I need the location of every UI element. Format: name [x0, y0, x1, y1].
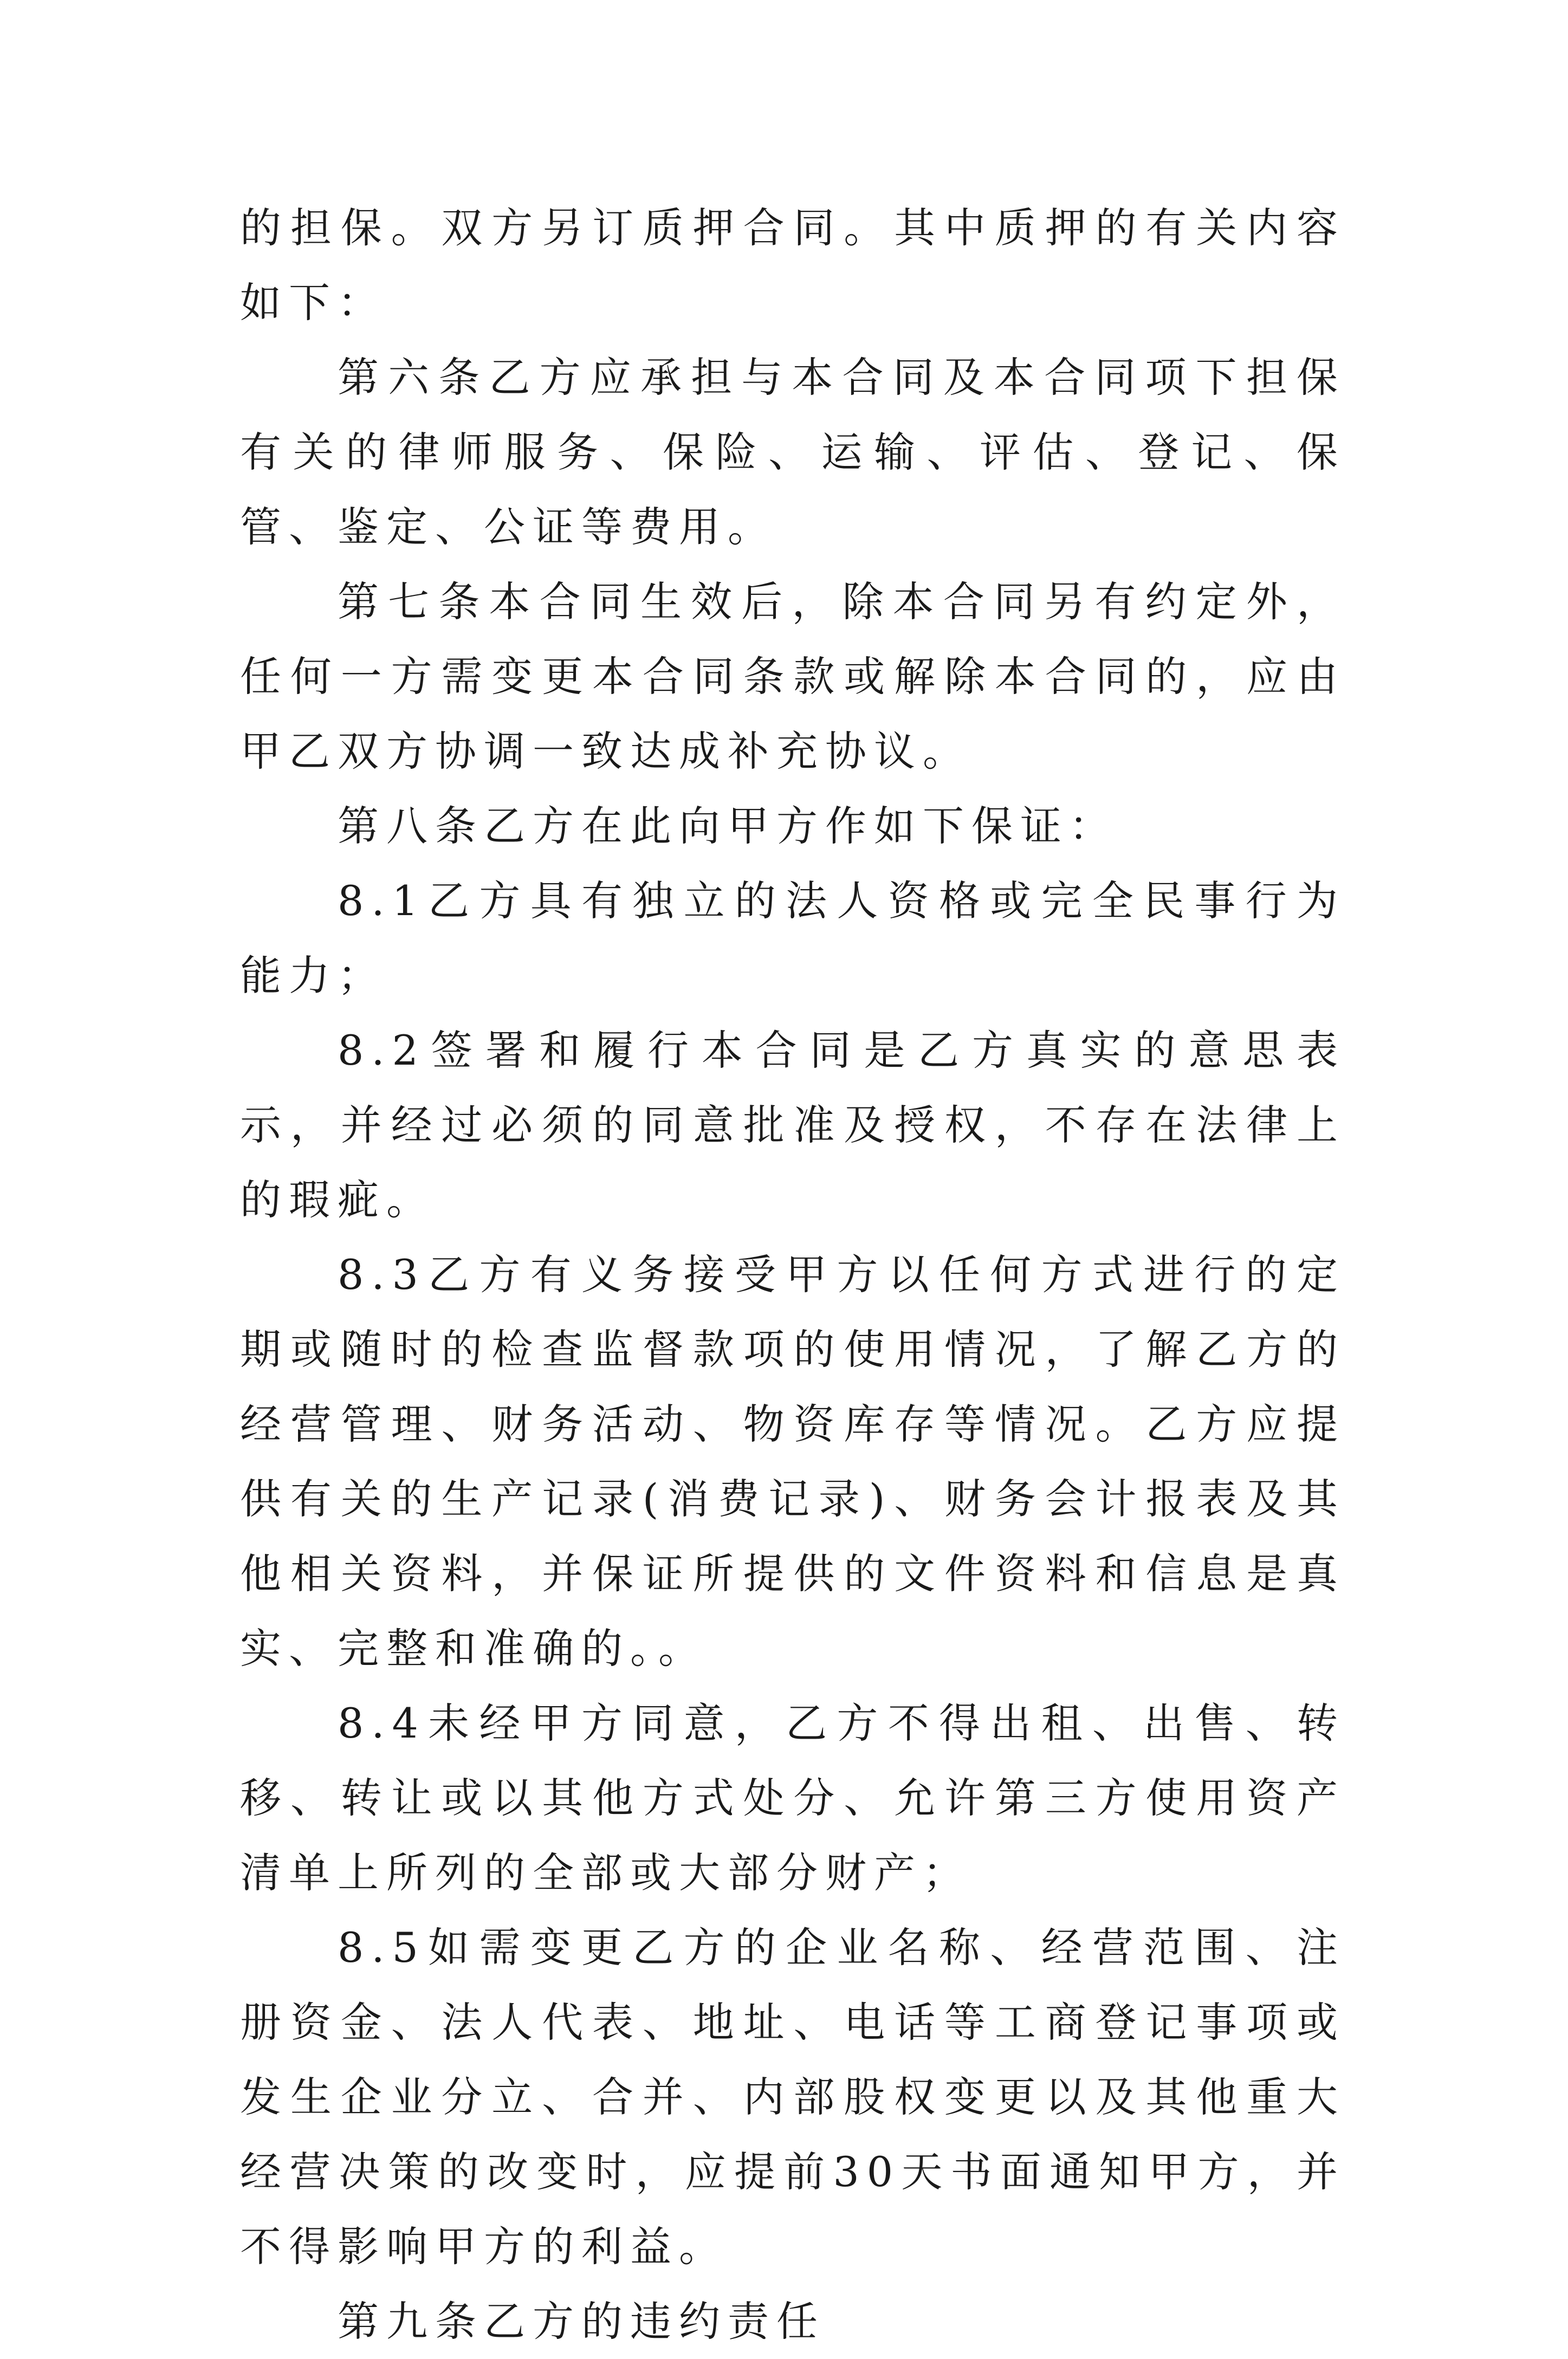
paragraph-article-6: 第六条乙方应承担与本合同及本合同项下担保有关的律师服务、保险、运输、评估、登记、保管、鉴定、公证等费用。: [240, 353, 1345, 551]
paragraph-article-7: 第七条本合同生效后，除本合同另有约定外，任何一方需变更本合同条款或解除本合同的，应由甲乙双方协调一致达成补充协议。: [240, 578, 1345, 775]
paragraph-clause-8-1: 8.1乙方具有独立的法人资格或完全民事行为能力；: [240, 877, 1345, 1000]
paragraph-clause-8-4: 8.4未经甲方同意，乙方不得出租、出售、转移、转让或以其他方式处分、允许第三方使用资产清单上所列的全部或大部分财产；: [240, 1699, 1345, 1897]
paragraph-clause-8-2: 8.2签署和履行本合同是乙方真实的意思表示，并经过必须的同意批准及授权，不存在法律上的瑕疵。: [240, 1026, 1345, 1224]
paragraph-clause-8-5: 8.5如需变更乙方的企业名称、经营范围、注册资金、法人代表、地址、电话等工商登记事项或发生企业分立、合并、内部股权变更以及其他重大经营决策的改变时，应提前30天书面通知甲方，并不得影响甲方的利益。: [240, 1923, 1345, 2271]
paragraph-article-8: 第八条乙方在此向甲方作如下保证：: [338, 802, 1118, 850]
document-body: [240, 191, 1345, 2359]
paragraph-clause-8-3: 8.3乙方有义务接受甲方以任何方式进行的定期或随时的检查监督款项的使用情况，了解乙方的经营管理、财务活动、物资库存等情况。乙方应提供有关的生产记录(消费记录)、财务会计报表及其他相关资料，并保证所提供的文件资料和信息是真实、完整和准确的。。: [240, 1250, 1345, 1673]
paragraph-continuation: 的担保。双方另订质押合同。其中质押的有关内容如下：: [240, 204, 1345, 327]
paragraph-article-9: 第九条乙方的违约责任: [338, 2297, 825, 2345]
